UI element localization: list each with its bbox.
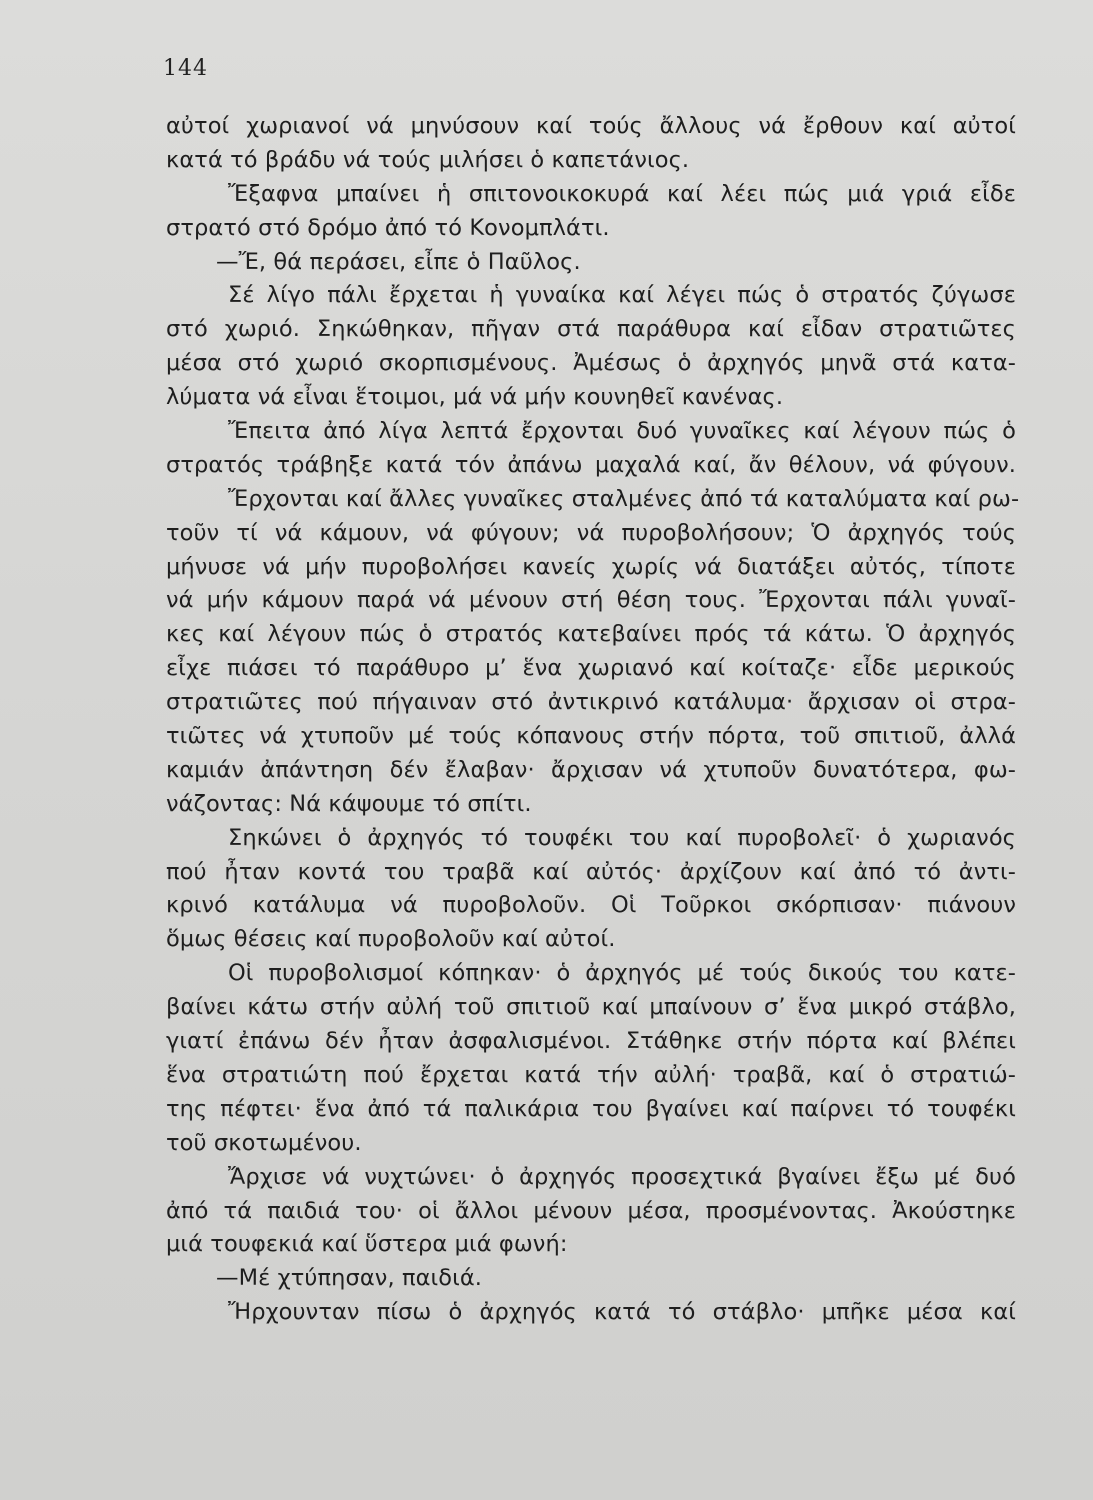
text-line: λύματα νά εἶναι ἕτοιμοι, μά νά μήν κουνηθεῖ κανένας.: [166, 384, 784, 411]
text-line: —Μέ χτύπησαν, παιδιά.: [216, 1265, 483, 1292]
text-line: Ἔρχονται καί ἄλλες γυναῖκες σταλμένες ἀπό τά καταλύματα καί ρω-: [228, 485, 1020, 512]
text-line: ὅμως θέσεις καί πυροβολοῦν καί αὐτοί.: [166, 926, 616, 953]
text-line: κρινό κατάλυμα νά πυροβολοῦν. Οἱ Τοῦρκοι σκόρπισαν· πιάνουν: [166, 892, 1016, 919]
text-line: —Ἔ, θά περάσει, εἶπε ὁ Παῦλος.: [216, 248, 581, 275]
text-line: στρατό στό δρόμο ἀπό τό Κονομπλάτι.: [166, 214, 610, 241]
text-line: ἀπό τά παιδιά του· οἱ ἄλλοι μένουν μέσα, προσμένοντας. Ἀκούστηκε: [166, 1197, 1016, 1224]
text-line: καμιάν ἀπάντηση δέν ἔλαβαν· ἄρχισαν νά χτυποῦν δυνατότερα, φω-: [166, 756, 1016, 783]
text-line: βαίνει κάτω στήν αὐλή τοῦ σπιτιοῦ καί μπαίνουν σ’ ἕνα μικρό στάβλο,: [166, 994, 1016, 1021]
text-line: πού ἦταν κοντά του τραβᾶ καί αὐτός· ἀρχίζουν καί ἀπό τό ἀντι-: [166, 858, 1016, 885]
text-line: τοῦ σκοτωμένου.: [166, 1129, 362, 1156]
text-line: ἕνα στρατιώτη πού ἔρχεται κατά τήν αὐλή· τραβᾶ, καί ὁ στρατιώ-: [166, 1061, 1016, 1088]
text-line: Ἔξαφνα μπαίνει ἡ σπιτονοικοκυρά καί λέει πώς μιά γριά εἶδε: [228, 180, 1016, 207]
text-line: κες καί λέγουν πώς ὁ στρατός κατεβαίνει πρός τά κάτω. Ὁ ἀρχηγός: [166, 621, 1016, 648]
text-line: Σηκώνει ὁ ἀρχηγός τό τουφέκι του καί πυροβολεῖ· ὁ χωριανός: [228, 824, 1016, 851]
body-text: [166, 110, 1020, 1330]
text-line: νάζοντας: Νά κάψουμε τό σπίτι.: [166, 790, 532, 817]
text-line: γιατί ἐπάνω δέν ἦταν ἀσφαλισμένοι. Στάθηκε στήν πόρτα καί βλέπει: [166, 1028, 1016, 1055]
text-line: αὐτοί χωριανοί νά μηνύσουν καί τούς ἄλλους νά ἔρθουν καί αὐτοί: [166, 113, 1016, 139]
text-line: νά μήν κάμουν παρά νά μένουν στή θέση τους. Ἔρχονται πάλι γυναῖ-: [166, 587, 1016, 614]
text-line: κατά τό βράδυ νά τούς μιλήσει ὁ καπετάνιος.: [166, 146, 690, 173]
text-line: Ἤρχουνταν πίσω ὁ ἀρχηγός κατά τό στάβλο· μπῆκε μέσα καί: [228, 1299, 1016, 1326]
text-line: στρατιῶτες πού πήγαιναν στό ἀντικρινό κατάλυμα· ἄρχισαν οἱ στρα-: [166, 689, 1016, 716]
text-line: Ἔπειτα ἀπό λίγα λεπτά ἔρχονται δυό γυναῖκες καί λέγουν πώς ὁ: [228, 418, 1016, 445]
text-line: στό χωριό. Σηκώθηκαν, πῆγαν στά παράθυρα καί εἶδαν στρατιῶτες: [166, 316, 1016, 343]
text-line: Ἄρχισε νά νυχτώνει· ὁ ἀρχηγός προσεχτικά βγαίνει ἔξω μέ δυό: [228, 1163, 1016, 1190]
text-line: μήνυσε νά μήν πυροβολήσει κανείς χωρίς νά διατάξει αὐτός, τίποτε: [166, 553, 1016, 580]
text-line: εἶχε πιάσει τό παράθυρο μ’ ἕνα χωριανό καί κοίταζε· εἶδε μερικούς: [166, 655, 1016, 682]
page-number: 144: [163, 56, 208, 81]
text-line: τοῦν τί νά κάμουν, νά φύγουν; νά πυροβολήσουν; Ὁ ἀρχηγός τούς: [166, 519, 1016, 546]
text-line: μέσα στό χωριό σκορπισμένους. Ἀμέσως ὁ ἀρχηγός μηνᾶ στά κατα-: [166, 350, 1016, 377]
text-line: μιά τουφεκιά καί ὕστερα μιά φωνή:: [166, 1231, 568, 1258]
text-line: Σέ λίγο πάλι ἔρχεται ἡ γυναίκα καί λέγει πώς ὁ στρατός ζύγωσε: [228, 282, 1016, 309]
text-line: στρατός τράβηξε κατά τόν ἀπάνω μαχαλά καί, ἄν θέλουν, νά φύγουν.: [166, 451, 1016, 478]
text-line: Οἱ πυροβολισμοί κόπηκαν· ὁ ἀρχηγός μέ τούς δικούς του κατε-: [228, 960, 1016, 987]
text-line: τιῶτες νά χτυποῦν μέ τούς κόπανους στήν πόρτα, τοῦ σπιτιοῦ, ἀλλά: [166, 723, 1016, 750]
text-line: της πέφτει· ἕνα ἀπό τά παλικάρια του βγαίνει καί παίρνει τό τουφέκι: [166, 1095, 1016, 1122]
